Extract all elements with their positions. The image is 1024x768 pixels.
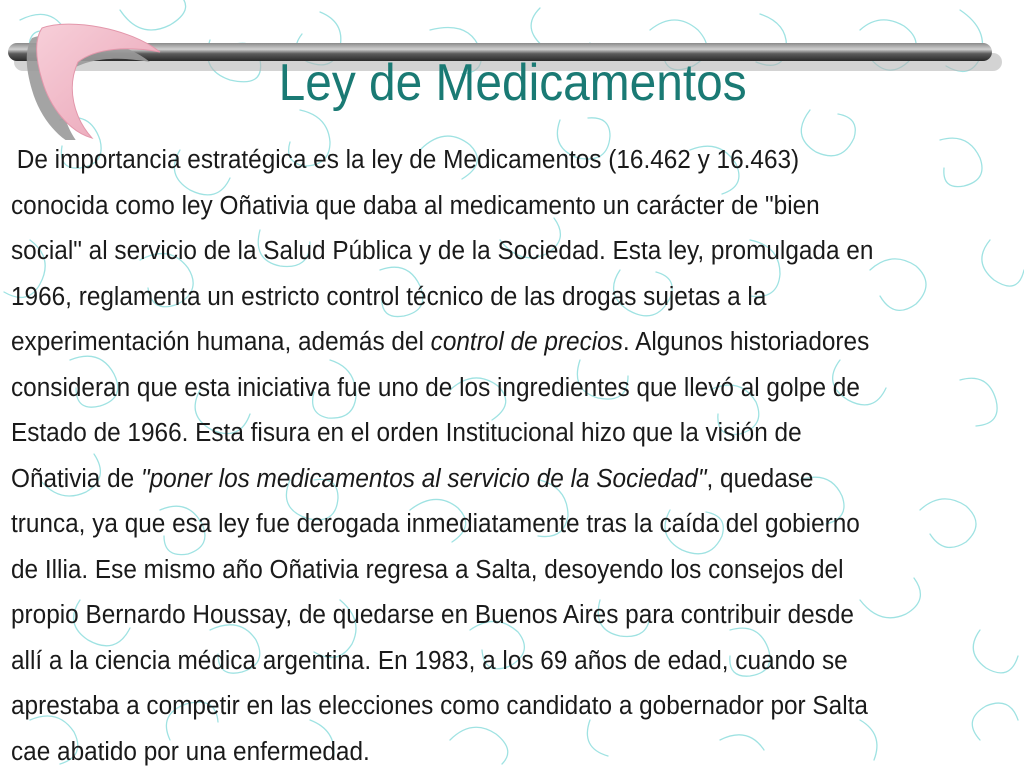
paragraph-line — [11, 320, 976, 366]
text-segment: propio Bernardo Houssay, de quedarse en Buenos Aires para contribuir desde — [11, 601, 854, 629]
italic-text-segment: control de precios — [430, 328, 623, 356]
italic-text-segment: "poner los medicamentos al servicio de la Sociedad" — [140, 464, 707, 493]
text-segment: cae abatido por una enfermedad. — [11, 737, 370, 766]
text-segment: . Algunos historiadores — [622, 328, 870, 356]
text-segment: De importancia estratégica es la ley de Medicamentos (16.462 y 16.463) — [16, 146, 800, 174]
slide-title: Ley de Medicamentos — [278, 54, 747, 112]
body-paragraph — [11, 138, 976, 768]
paragraph-line — [11, 184, 976, 230]
text-segment: aprestaba a competir en las elecciones como candidato a gobernador por Salta — [11, 692, 868, 720]
paragraph-line — [11, 411, 976, 457]
text-segment: allí a la ciencia médica argentina. En 1983, a los 69 años de edad, cuando se — [11, 646, 848, 675]
text-segment: 1966, reglamenta un estricto control técnico de las drogas sujetas a la — [11, 282, 767, 311]
paragraph-line — [11, 457, 976, 503]
paragraph-line — [11, 366, 976, 412]
paragraph-line — [11, 229, 976, 275]
text-segment: Estado de 1966. Esta fisura en el orden Institucional hizo que la visión de — [11, 419, 802, 447]
text-segment: de Illia. Ese mismo año Oñativia regresa a Salta, desoyendo los consejos del — [11, 555, 844, 584]
text-segment: , quedase — [706, 464, 814, 493]
text-segment: consideran que esta iniciativa fue uno de los ingredientes que llevó al golpe de — [11, 373, 860, 402]
text-segment: Oñativia de — [11, 464, 141, 493]
text-segment: experimentación humana, además del — [11, 328, 431, 356]
paragraph-line — [11, 730, 976, 768]
text-segment: trunca, ya que esa ley fue derogada inmediatamente tras la caída del gobierno — [11, 510, 860, 538]
paragraph-line — [11, 138, 976, 184]
paragraph-line — [11, 593, 976, 639]
text-segment: conocida como ley Oñativia que daba al medicamento un carácter de "bien — [11, 191, 820, 220]
paragraph-line — [11, 684, 976, 730]
paragraph-line — [11, 639, 976, 685]
text-segment: social" al servicio de la Salud Pública y de la Sociedad. Esta ley, promulgada en — [11, 237, 874, 265]
paragraph-line — [11, 275, 976, 321]
paragraph-line — [11, 502, 976, 548]
paragraph-line — [11, 548, 976, 594]
